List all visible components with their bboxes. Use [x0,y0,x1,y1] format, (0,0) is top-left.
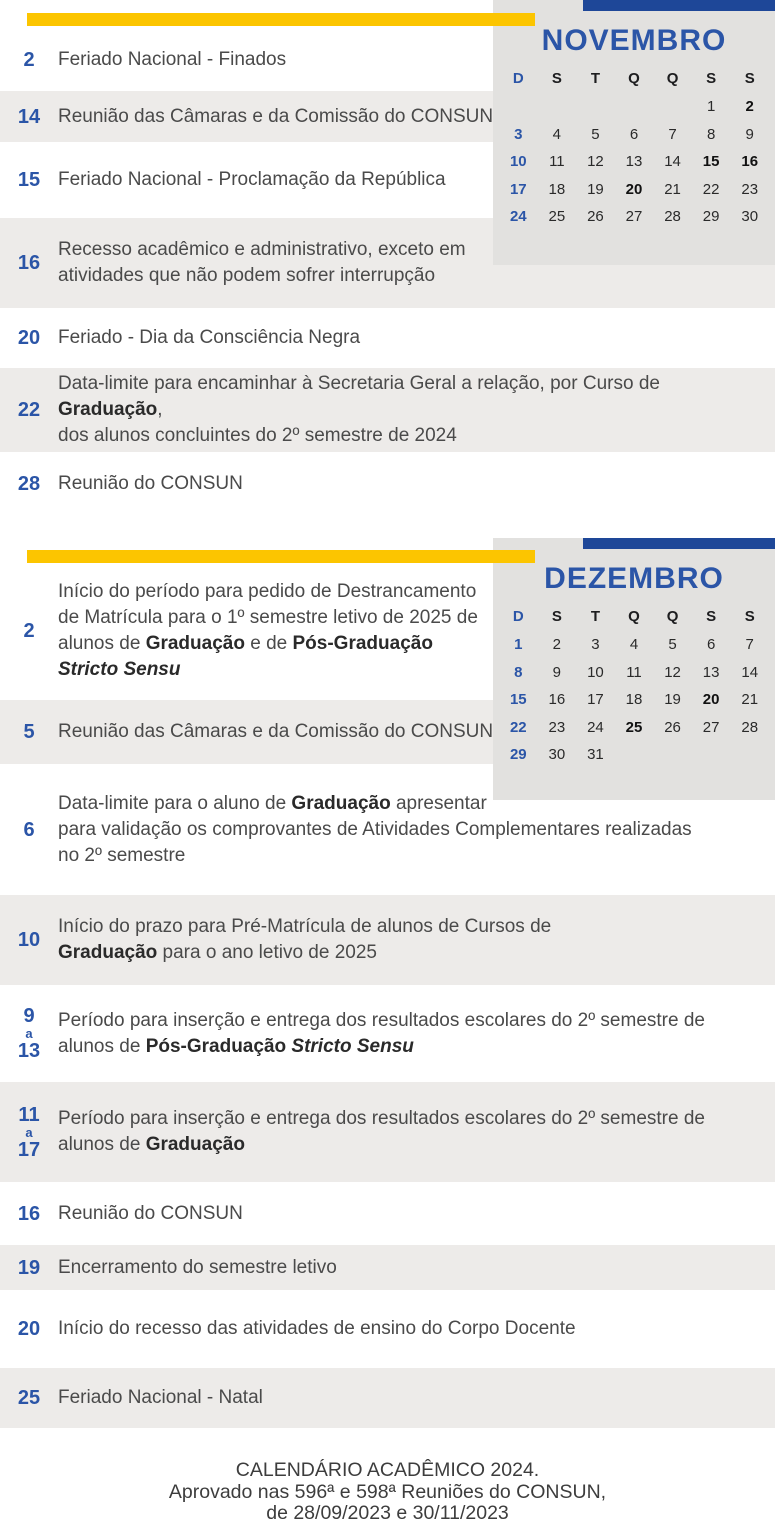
event-row [0,368,775,452]
calendar-day: 17 [509,180,527,198]
calendar-day [692,741,731,769]
november-calendar-panel [493,0,775,265]
calendar-day: 11 [626,663,642,681]
calendar-day: 23 [741,180,759,198]
calendar-day [538,93,577,121]
calendar-day: 7 [745,636,754,653]
event-text: Início do prazo para Pré-Matrícula de alunos de Cursos de Graduação para o ano letivo de 2025 [58,916,552,963]
calendar-day: 20 [702,691,720,708]
event-row [0,1368,775,1428]
calendar-day: 8 [514,663,523,681]
month-title-november: NOVEMBRO [541,24,727,57]
calendar-day: 1 [706,98,716,115]
weekday-header: Q [628,70,640,87]
event-day: 20 [17,1318,41,1340]
event-day: 5 [23,721,35,743]
event-text: Início do período para pedido de Destrancamento de Matrícula para o 1º semestre letivo de 2025 de alunos de Graduação e de Pós-Graduação Stricto Sensu [58,581,478,680]
calendar-day: 3 [514,125,523,143]
event-row [0,308,775,368]
weekday-header: T [590,608,600,625]
december-section [0,538,775,1428]
yellow-accent-bar [27,550,535,563]
event-text: Feriado Nacional - Natal [58,1387,263,1408]
footer-line-1: CALENDÁRIO ACADÊMICO 2024. [235,1459,540,1481]
calendar-day: 21 [664,180,681,198]
calendar-day: 5 [668,636,677,653]
weekday-header: S [706,608,717,625]
weekday-header: Q [628,608,640,625]
calendar-day [576,93,615,121]
footer-line-3: de 28/09/2023 e 30/11/2023 [266,1502,509,1524]
event-day: 15 [17,169,41,191]
footer-note [0,1460,775,1525]
event-day: 11 a 17 [17,1103,41,1161]
calendar-day: 18 [548,180,566,198]
calendar-day: 15 [702,153,720,170]
calendar-day [653,93,692,121]
event-day: 20 [17,327,41,349]
event-text: Recesso acadêmico e administrativo, exceto em atividades que não podem sofrer interrupção [58,239,466,286]
calendar-day: 12 [587,153,604,170]
calendar-grid-november [493,93,775,231]
weekday-header: Q [666,608,679,625]
calendar-day: 9 [745,125,754,143]
calendar-day: 23 [548,718,566,736]
calendar-day: 6 [629,125,639,143]
event-text: Início do recesso das atividades de ensino do Corpo Docente [58,1318,576,1339]
event-text: Período para inserção e entrega dos resultados escolares do 2º semestre de alunos de Graduação [58,1108,705,1155]
calendar-day: 16 [548,691,566,708]
event-text: Encerramento do semestre letivo [58,1256,337,1278]
calendar-day: 24 [587,718,604,736]
calendar-day: 15 [509,691,527,708]
calendar-day: 21 [741,691,759,708]
calendar-day [653,741,692,769]
calendar-day: 12 [664,663,681,681]
calendar-day: 31 [587,746,604,763]
event-text: Feriado - Dia da Consciência Negra [58,327,361,348]
yellow-accent-bar [27,13,535,26]
weekday-header: Q [666,70,679,87]
event-day: 6 [23,818,35,841]
weekday-header: S [744,70,755,87]
calendar-day: 6 [706,636,716,653]
navy-accent-bar [583,538,775,549]
calendar-day: 19 [664,691,681,708]
calendar-day: 4 [552,125,562,143]
calendar-day: 20 [625,180,643,198]
calendar-day: 9 [552,663,562,681]
calendar-day: 16 [741,153,759,170]
weekday-header: D [512,70,524,87]
calendar-day: 22 [509,718,527,736]
weekday-header: S [551,608,562,625]
weekday-header: S [706,70,717,87]
calendar-day: 28 [741,718,759,736]
weekday-header: S [551,70,562,87]
footer-line-2: Aprovado nas 596ª e 598ª Reuniões do CONSUN, [168,1480,607,1503]
calendar-day: 29 [509,746,527,763]
weekday-header: T [590,70,600,87]
calendar-day: 26 [587,208,604,225]
calendar-day [499,93,538,121]
event-text: Feriado Nacional - Finados [58,48,287,70]
event-day: 16 [17,252,41,274]
calendar-day: 5 [591,125,600,143]
event-day: 22 [17,399,41,421]
calendar-day: 7 [668,125,677,143]
calendar-day [730,741,769,769]
calendar-day: 24 [509,208,527,225]
event-text: Data-limite para o aluno de Graduação apresentar para validação os comprovantes de Atividades Complementares realizadas no 2º semestre [58,792,692,866]
calendar-day: 10 [587,663,604,681]
calendar-day: 13 [702,663,720,681]
weekday-header-row [493,67,775,91]
event-text: Reunião do CONSUN [58,473,243,494]
event-row [0,1082,775,1182]
event-day: 9 a 13 [17,1005,41,1062]
event-day: 28 [17,473,41,495]
calendar-day: 1 [514,636,523,653]
calendar-day: 25 [548,208,566,225]
event-day: 16 [17,1202,41,1225]
weekday-header-row [493,605,775,629]
month-title-december: DEZEMBRO [544,562,724,595]
calendar-day: 27 [702,718,720,736]
event-row [0,1245,775,1290]
calendar-day: 11 [549,153,565,170]
calendar-day: 2 [745,98,754,115]
november-section [0,0,775,516]
event-day: 2 [23,48,35,71]
calendar-day: 13 [625,153,643,170]
calendar-day: 25 [625,718,643,736]
calendar-day: 19 [587,180,604,198]
event-row [0,1182,775,1245]
event-text: Período para inserção e entrega dos resultados escolares do 2º semestre de alunos de Pós-Graduação Stricto Sensu [58,1009,705,1057]
calendar-day: 4 [629,636,639,653]
navy-accent-bar [583,0,775,11]
event-row [0,1290,775,1368]
calendar-day: 22 [702,180,720,198]
calendar-day: 3 [591,636,600,653]
event-day: 14 [17,105,41,128]
event-row [0,895,775,985]
weekday-header: S [744,608,755,625]
calendar-day: 28 [664,208,681,225]
event-row [0,452,775,516]
event-text: Reunião do CONSUN [58,1202,243,1224]
event-day: 19 [17,1256,41,1279]
calendar-grid-december [493,631,775,769]
calendar-day: 2 [552,636,562,653]
event-day: 2 [23,620,35,642]
calendar-day: 14 [664,153,681,170]
calendar-day: 14 [741,663,759,681]
calendar-day: 26 [664,718,681,736]
event-row [0,985,775,1082]
event-day: 10 [17,929,41,951]
calendar-day: 27 [625,208,643,225]
weekday-header: D [512,608,524,625]
calendar-day: 8 [706,125,716,143]
calendar-day [615,93,654,121]
event-text: Reunião das Câmaras e da Comissão do CONSUN [58,721,494,742]
event-text: Data-limite para encaminhar à Secretaria Geral a relação, por Curso de Graduação, dos alunos concluintes do 2º semestre de 2024 [58,373,660,446]
event-text: Reunião das Câmaras e da Comissão do CONSUN [58,105,494,127]
event-text: Feriado Nacional - Proclamação da República [58,169,446,190]
calendar-day: 10 [509,153,527,170]
december-calendar-panel [493,538,775,800]
calendar-day: 30 [741,208,759,225]
calendar-day [615,741,654,769]
event-day: 25 [17,1387,41,1409]
calendar-day: 29 [702,208,720,225]
calendar-day: 17 [587,691,604,708]
calendar-day: 18 [625,691,643,708]
calendar-day: 30 [548,746,566,763]
